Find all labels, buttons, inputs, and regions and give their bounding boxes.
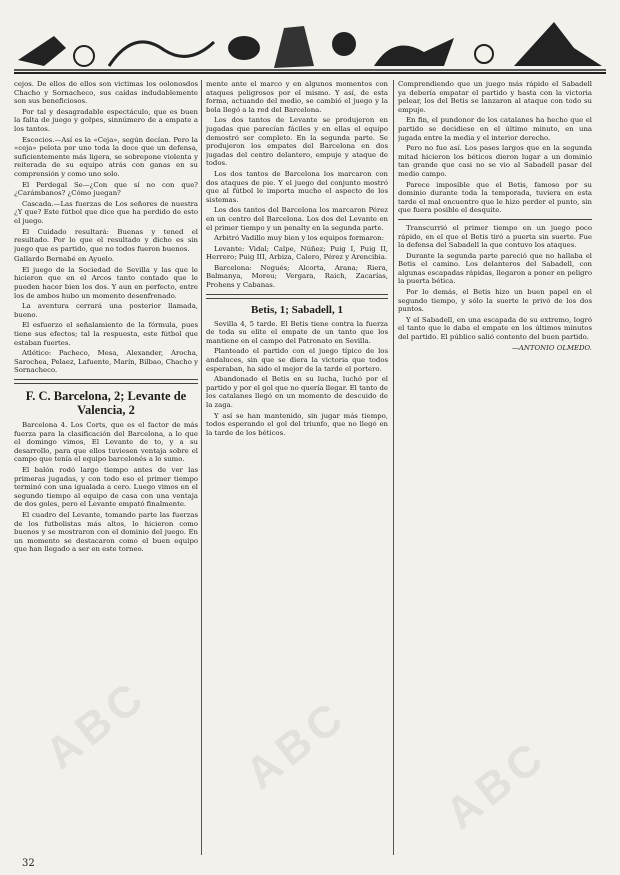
paragraph: El cuadro del Levante, tomando parte las fuerzas de los futbolistas más altos, lo hicieron como buenos y se mostraron con el dominio del juego. En un momento se destacaron como el buen equipo que han llegado a ser en este torneo.	[14, 510, 198, 554]
paragraph: El balón rodó largo tiempo antes de ver las primeras jugadas, y con todo eso el primer tiempo terminó con una igualada a cero. Luego vimos en el segundo tiempo al equipo de casa con una ventaja de dos goles, pero el Levante empató finalmente.	[14, 465, 198, 509]
paragraph: Los dos tantos del Barcelona los marcaron Pérez en un centro del Barcelona. Los dos del Levante en el primer tiempo y un penalty en la segunda parte.	[206, 206, 388, 232]
paragraph: Abandonado el Betis en su lucha, luchó por el partido y por el gol que no quería llegar. El tanto de los catalanes llegó en un momento de descuido de la zaga.	[206, 375, 388, 409]
column-divider	[393, 80, 394, 855]
paragraph: Por tal y desagradable espectáculo, que es buen la falta de juego y golpes, sinnúmero de a empate a los tantos.	[14, 107, 198, 133]
paragraph: El Cuidado resultará: Buenas y tened el resultado. Por lo que el resultado y dicho es sin juego que es partido, que no todos fueron buenos.	[14, 227, 198, 253]
paragraph: Y el Sabadell, en una escapada de su extremo, logró el tanto que le daba el empate en los últimos minutos del partido. El público salió contento del buen partido.	[398, 315, 592, 342]
paragraph: Por lo demás, el Betis hizo un buen papel en el segundo tiempo, y sólo la suerte le privó de los dos puntos.	[398, 288, 592, 314]
watermark: ABC	[436, 730, 557, 839]
section-divider	[206, 294, 388, 299]
paragraph: Planteado el partido con el juego típico de los andaluces, sin que se diera la victoria que todos esperaban, ha sido el mejor de la tarde el portero.	[206, 347, 388, 373]
paragraph: Cascada.—Las fuerzas de Los señores de nuestra ¿Y que? Este fútbol que dice que ha perdido de esto el juego.	[14, 199, 198, 225]
lineup: Levante: Vidal; Calpe, Núñez; Puig I, Puig II, Herrero; Puig III, Arbiza, Calero, Pérez y Arencibia.	[206, 244, 388, 262]
section-divider	[14, 379, 198, 384]
paragraph: Atlético: Pacheco, Mesa, Alexander, Arocha, Sarochea, Pelaez, Lafuente, Marín, Bilbao, Chacho y Sornacheco.	[14, 349, 198, 375]
lineup-title: Arbitró Vadillo muy bien y los equipos formaron:	[214, 234, 384, 243]
watermark: ABC	[236, 690, 357, 799]
column-divider	[201, 80, 202, 855]
page-number: 32	[22, 858, 35, 869]
paragraph: El esfuerzo el señalamiento de la fórmula, pues tiene sus efectos; tal la respuesta, este fútbol que estaban fuertes.	[14, 321, 198, 347]
header-illustration	[14, 8, 606, 72]
paragraph: Pero no fue así. Los pases largos que en la segunda mitad hicieron los béticos dieron lugar a un dominio tan grande que casi no se vio al Sabadell pasar del medio campo.	[398, 144, 592, 178]
paragraph: El Perdegal Se—¿Con que sí no con que? ¿Carámbanos? ¿Cómo juegan?	[14, 180, 198, 198]
paragraph: Gallardo Bernabé en Ayuelo.	[14, 255, 115, 264]
paragraph: Los dos tantos de Levante se produjeron en jugadas que parecían fáciles y en ellas el equipo demostró ser completo. En la segunda parte. Se produjeron los empates del Barcelona en dos jugadas del centro delantero, empuje y ataque de todos.	[206, 116, 388, 168]
column-1	[14, 80, 198, 855]
paragraph: Los dos tantos de Barcelona los marcaron con dos ataques de pie. Y el juego del conjunto mostró que al fútbol le importa mucho el aspecto de los sistemas.	[206, 169, 388, 204]
paragraph: Barcelona 4. Los Corts, que es el factor de más fuerza para la clasificación del Barcelona, a lo que el domingo vimos, El Levante de to, y a su desarrollo, para que ellos tuviesen ventaja sobre el campo que tenía el equipo barcelonés a lo sumo.	[14, 421, 198, 464]
paragraph: cejos. De ellos de ellos son victimas los oolonosdos Chacho y Sornacheco, sus caídas indudablemente son sus beneficiosos.	[14, 80, 198, 106]
headline-betis-sabadell: Betis, 1; Sabadell, 1	[251, 303, 343, 316]
paragraph: En fin, el pundonor de los catalanes ha hecho que el partido se decidiese en el último minuto, en una jugada entre la media y el interior derecho.	[398, 116, 592, 142]
paragraph: Comprendiendo que un juego más rápido el Sabadell ya debería empatar el partido y hasta con la victoria pelear, los del Betis se lanzaron al ataque con todo su empuje.	[398, 80, 592, 114]
lineup: Barcelona: Nogués; Alcorta, Arana; Riera, Balmanya, Moreu; Vergara, Raich, Zacarías, Prohens y Cabanas.	[206, 263, 388, 290]
signature: —ANTONIO OLMEDO.	[511, 343, 592, 352]
column-3	[398, 80, 592, 855]
paragraph: Parece imposible que el Betis, famoso por su dominio durante toda la temporada, tuviera en esta tarde el mal encuentro que le hizo perder el punto, sin que fuera posible el desquite.	[398, 180, 592, 215]
paragraph: Y así se han mantenido, sin jugar más tiempo, todos esperando el gol del triunfo, que no llegó en la tarde de los béticos.	[206, 411, 388, 437]
paragraph: El juego de la Sociedad de Sevilla y las que le hicieron que en el Arcos tanto contado que le pueden hacer bien los dos. Y aun en perfecto, entre los de ambos hubo un momento desenfrenado.	[14, 265, 198, 300]
paragraph: Transcurrió el primer tiempo en un juego poco rápido, en el que el Betis tiró a puerta sin suerte. Fue la defensa del Sabadell la que contuvo los ataques.	[398, 223, 592, 250]
paragraph: Escocios.—Así es la «Ceja», según decían. Pero la «ceja» pelota por uno toda la doce que un defensa, suficientemente más ligera, se sobrepone violenta y reiterada de su equipo atrás con ganas en su comprensión y como uno solo.	[14, 135, 198, 178]
paragraph: La aventura cerrará una posterior llamada, bueno.	[14, 302, 198, 319]
football-icon	[14, 8, 606, 72]
section-divider	[398, 219, 592, 220]
watermark: ABC	[36, 670, 157, 779]
headline-barcelona-levante: F. C. Barcelona, 2; Levante de Valencia, 2	[25, 389, 187, 417]
paragraph: Durante la segunda parte pareció que no hallaba el Betis el camino. Los delanteros del Sabadell, con algunas escapadas rápidas, llegaron a poner en peligro la puerta bética.	[398, 251, 592, 286]
column-2	[206, 80, 388, 855]
paragraph: Sevilla 4, 5 tarde. El Betis tiene contra la fuerza de toda su elite el empate de un tanto que los mantiene en el campo del Patronato en Sevilla.	[206, 319, 388, 345]
paragraph: mente ante el marco y en algunos momentos con ataques peligrosos por el mismo. Y así, de esta forma, actuando del medio, se cambió el juego y la bola llegó a la red del Barcelona.	[206, 80, 388, 114]
header-rule	[14, 72, 606, 74]
